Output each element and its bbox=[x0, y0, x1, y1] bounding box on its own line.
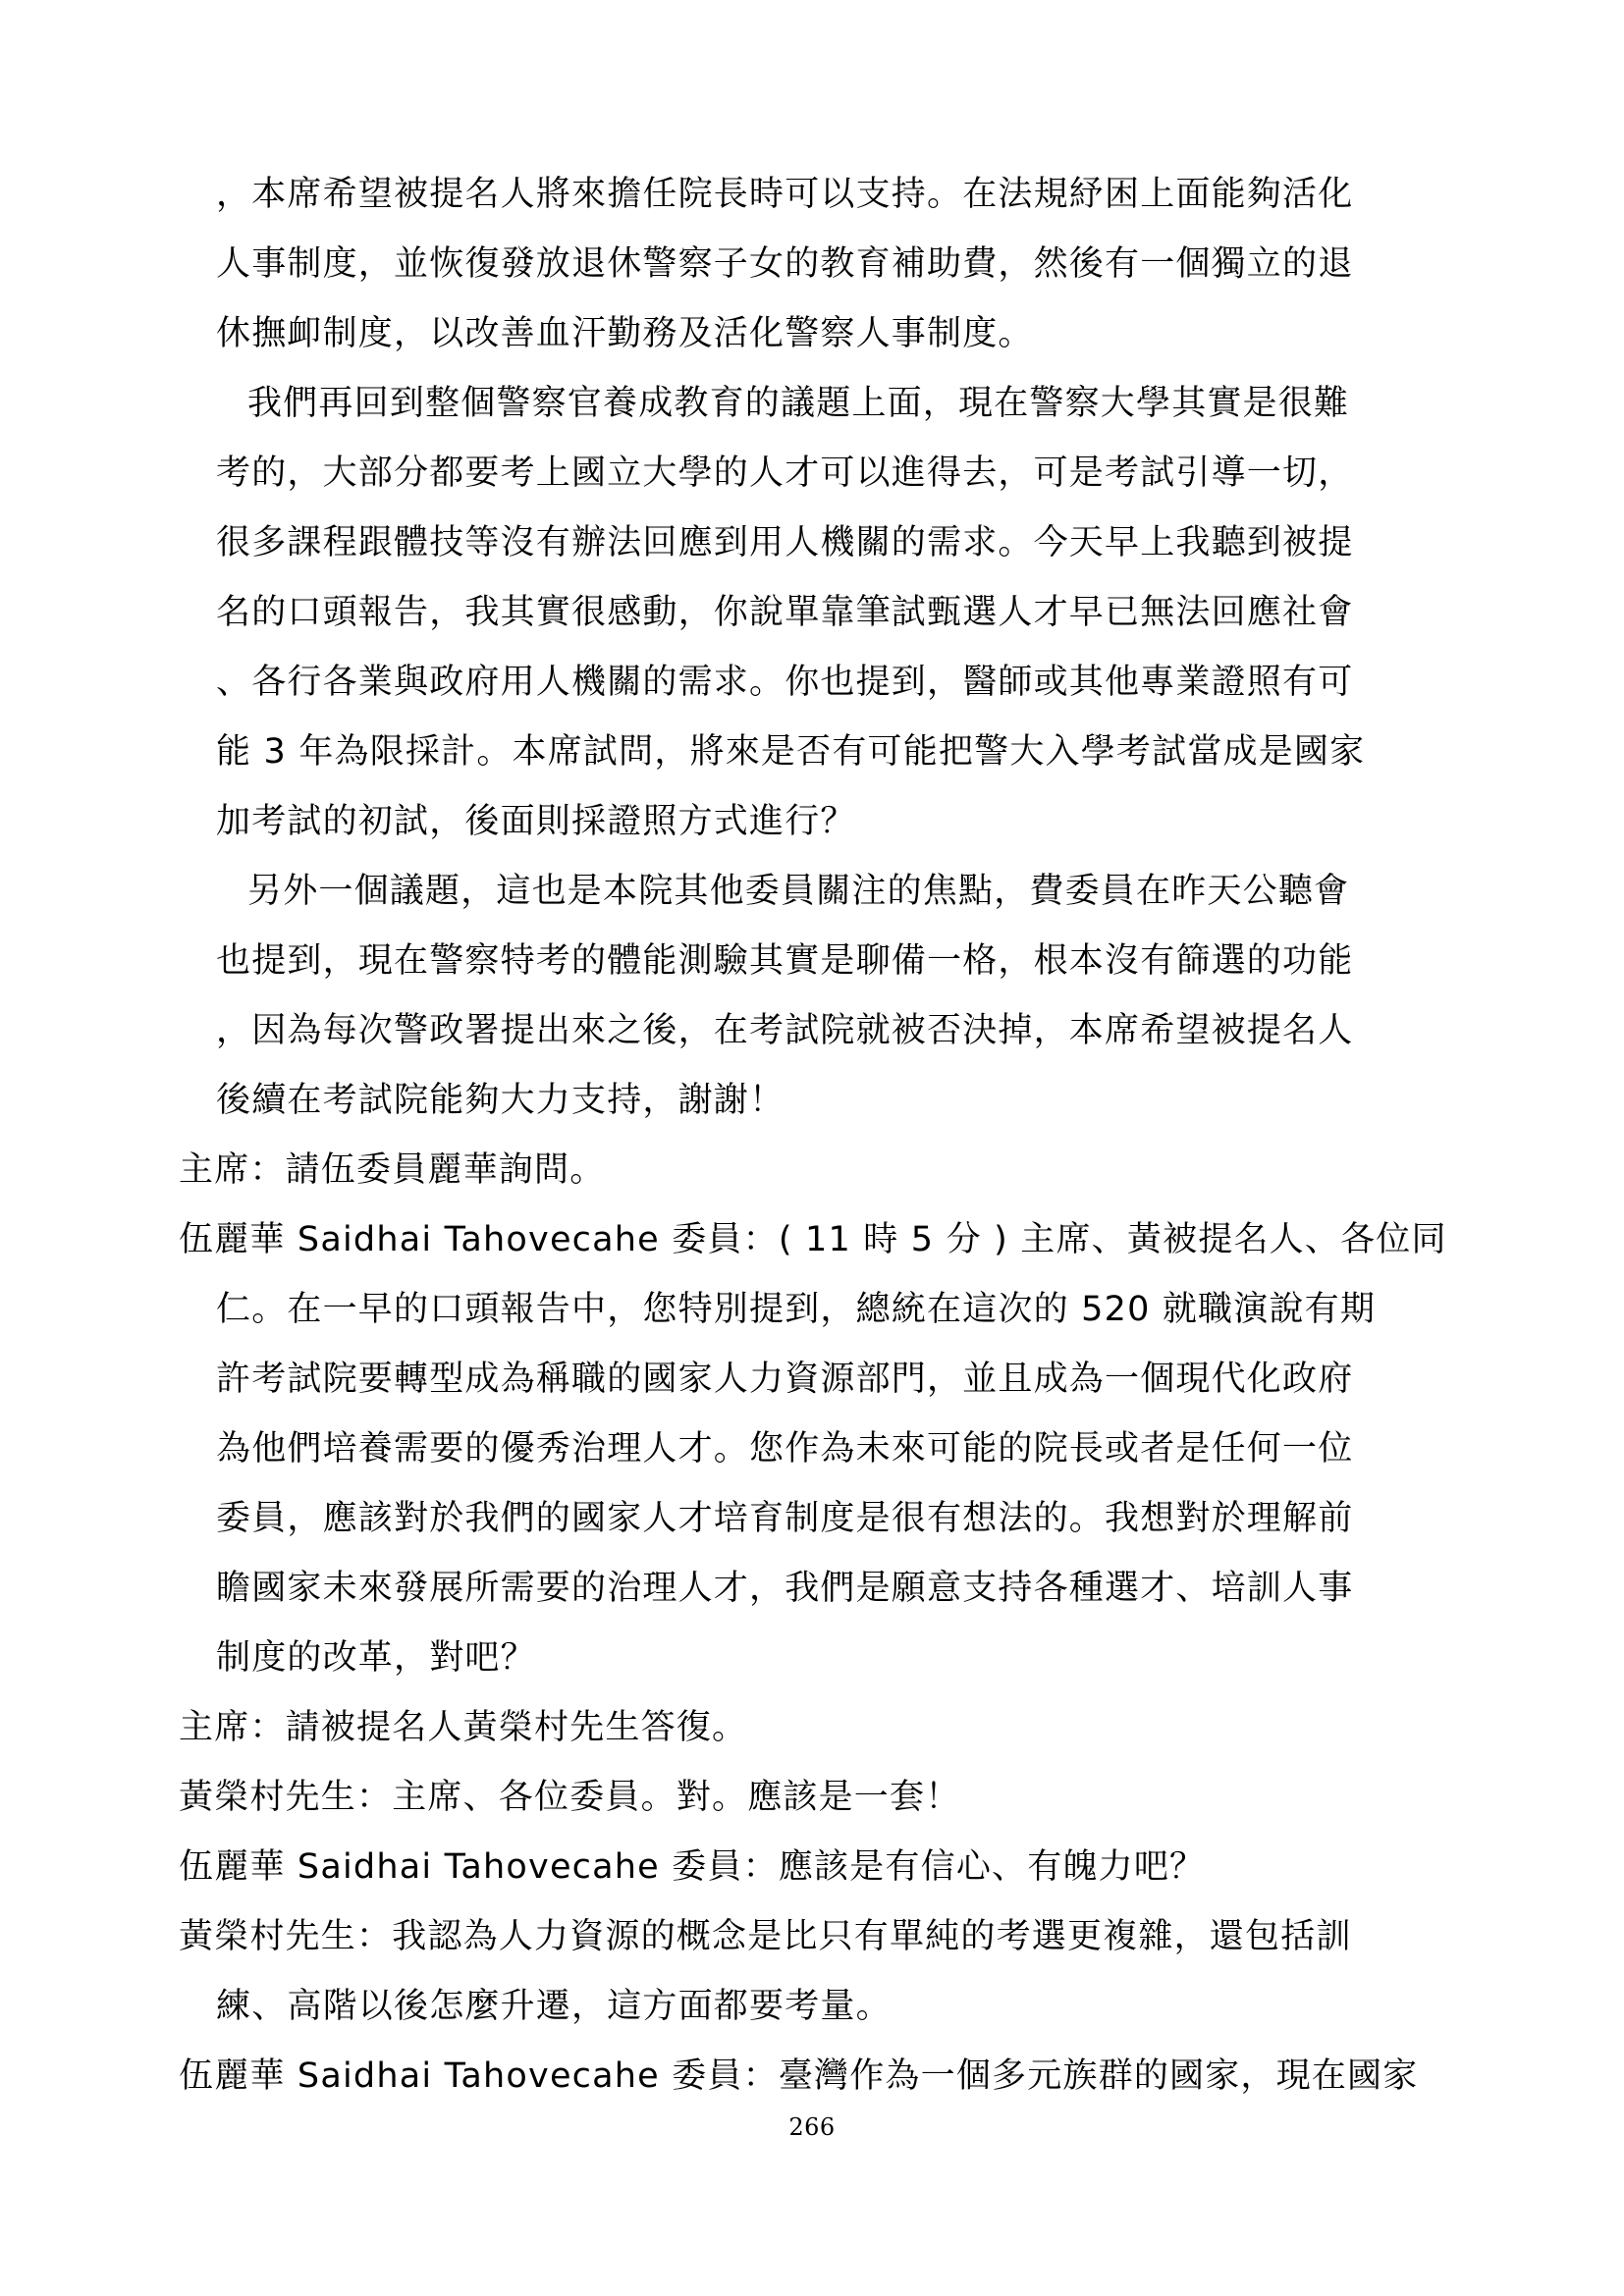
transcript-line: 、各行各業與政府用人機關的需求。你也提到，醫師或其他專業證照有可 bbox=[216, 663, 1354, 702]
transcript-line: 伍麗華 Saidhai Tahovecahe 委員：( 11 時 5 分 ) 主席、黃被提名人、各位同 bbox=[179, 1220, 1447, 1259]
transcript-line: 伍麗華 Saidhai Tahovecahe 委員：應該是有信心、有魄力吧？ bbox=[179, 1847, 1206, 1887]
transcript-line: 也提到，現在警察特考的體能測驗其實是聊備一格，根本沒有篩選的功能 bbox=[216, 941, 1354, 981]
transcript-line: 加考試的初試，後面則採證照方式進行？ bbox=[216, 802, 856, 841]
transcript-line: 瞻國家未來發展所需要的治理人才，我們是願意支持各種選才、培訓人事 bbox=[216, 1569, 1354, 1608]
transcript-body bbox=[179, 160, 1455, 2111]
transcript-line: 委員，應該對於我們的國家人才培育制度是很有想法的。我想對於理解前 bbox=[216, 1499, 1354, 1538]
transcript-line: 黃榮村先生：主席、各位委員。對。應該是一套！ bbox=[179, 1778, 961, 1817]
transcript-line: 另外一個議題，這也是本院其他委員關注的焦點，費委員在昨天公聽會 bbox=[247, 872, 1350, 911]
transcript-line: 名的口頭報告，我其實很感動，你說單靠筆試甄選人才早已無法回應社會 bbox=[216, 593, 1354, 632]
transcript-line: 考的，大部分都要考上國立大學的人才可以進得去，可是考試引導一切， bbox=[216, 454, 1354, 493]
page-number: 266 bbox=[788, 2113, 836, 2141]
transcript-line: ，本席希望被提名人將來擔任院長時可以支持。在法規紓困上面能夠活化 bbox=[216, 175, 1354, 214]
transcript-line: 黃榮村先生：我認為人力資源的概念是比只有單純的考選更複雜，還包括訓 bbox=[179, 1917, 1352, 1956]
transcript-line: 能 3 年為限採計。本席試問，將來是否有可能把警大入學考試當成是國家 bbox=[216, 732, 1366, 772]
transcript-line: 為他們培養需要的優秀治理人才。您作為未來可能的院長或者是任何一位 bbox=[216, 1429, 1354, 1468]
transcript-line: 主席：請伍委員麗華詢問。 bbox=[179, 1150, 606, 1190]
transcript-line: 休撫卹制度，以改善血汗勤務及活化警察人事制度。 bbox=[216, 314, 1034, 353]
transcript-line: 人事制度，並恢復發放退休警察子女的教育補助費，然後有一個獨立的退 bbox=[216, 244, 1354, 284]
transcript-line: 練、高階以後怎麼升遷，這方面都要考量。 bbox=[216, 1987, 892, 2026]
transcript-line: 主席：請被提名人黃榮村先生答復。 bbox=[179, 1708, 748, 1747]
transcript-line: 許考試院要轉型成為稱職的國家人力資源部門，並且成為一個現代化政府 bbox=[216, 1360, 1354, 1399]
transcript-line: 很多課程跟體技等沒有辦法回應到用人機關的需求。今天早上我聽到被提 bbox=[216, 523, 1354, 562]
transcript-line: 伍麗華 Saidhai Tahovecahe 委員：臺灣作為一個多元族群的國家，現在國家 bbox=[179, 2056, 1419, 2096]
transcript-line: 後續在考試院能夠大力支持，謝謝！ bbox=[216, 1081, 785, 1120]
transcript-line: 仁。在一早的口頭報告中，您特別提到，總統在這次的 520 就職演說有期 bbox=[216, 1290, 1377, 1329]
transcript-line: ，因為每次警政署提出來之後，在考試院就被否決掉，本席希望被提名人 bbox=[216, 1011, 1354, 1050]
transcript-line: 我們再回到整個警察官養成教育的議題上面，現在警察大學其實是很難 bbox=[247, 384, 1350, 423]
transcript-line: 制度的改革，對吧？ bbox=[216, 1638, 536, 1678]
